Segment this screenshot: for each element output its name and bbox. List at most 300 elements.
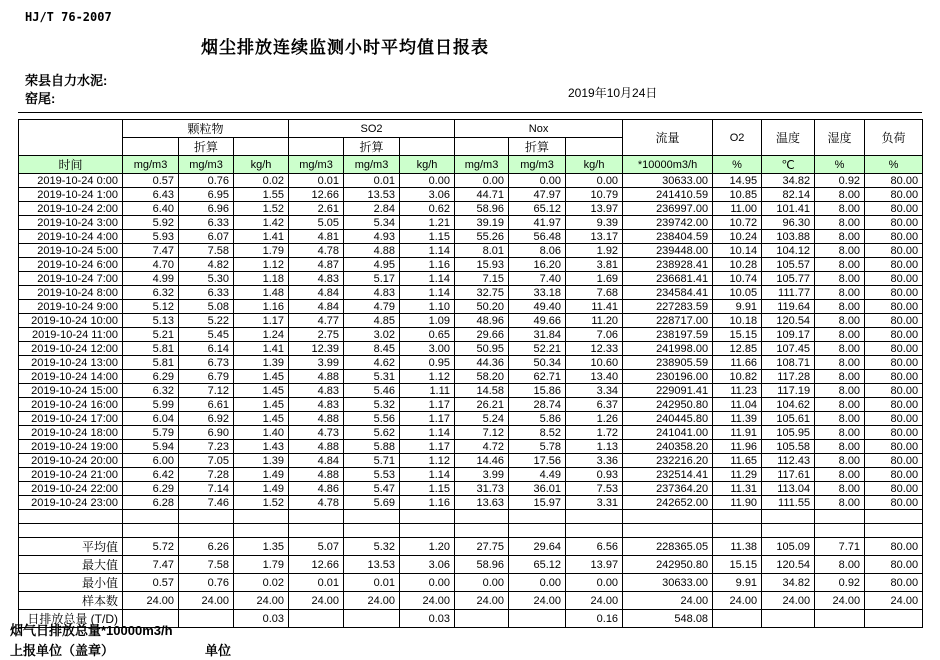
value-cell: 24.00 <box>289 592 344 610</box>
value-cell: 6.00 <box>123 454 179 468</box>
value-cell: 6.29 <box>123 482 179 496</box>
value-cell: 4.84 <box>289 300 344 314</box>
value-cell: 65.12 <box>509 556 566 574</box>
value-cell: 80.00 <box>865 412 923 426</box>
value-cell: 80.00 <box>865 342 923 356</box>
value-cell: 238905.59 <box>623 356 713 370</box>
value-cell: 1.13 <box>566 440 623 454</box>
value-cell <box>713 610 762 628</box>
value-cell: 49.66 <box>509 314 566 328</box>
value-cell: 1.16 <box>400 258 455 272</box>
hourly-report-table <box>18 119 923 628</box>
data-row <box>19 272 923 286</box>
value-cell: 5.81 <box>123 356 179 370</box>
value-cell: 240358.20 <box>623 440 713 454</box>
empty-header-cell <box>289 138 344 156</box>
value-cell: 0.00 <box>509 574 566 592</box>
value-cell: 44.36 <box>455 356 509 370</box>
time-cell: 2019-10-24 2:00 <box>19 202 123 216</box>
value-cell: 11.23 <box>713 384 762 398</box>
summary-label: 日排放总量 (T/D) <box>19 610 123 628</box>
time-cell: 2019-10-24 21:00 <box>19 468 123 482</box>
value-cell: 4.88 <box>289 370 344 384</box>
value-cell: 24.00 <box>400 592 455 610</box>
value-cell: 80.00 <box>865 272 923 286</box>
value-cell: 5.81 <box>123 342 179 356</box>
value-cell: 96.30 <box>762 216 815 230</box>
value-cell: 6.43 <box>123 188 179 202</box>
value-cell: 104.12 <box>762 244 815 258</box>
time-cell: 2019-10-24 3:00 <box>19 216 123 230</box>
time-cell: 2019-10-24 12:00 <box>19 342 123 356</box>
empty-cell <box>566 510 623 524</box>
value-cell: 7.58 <box>179 244 234 258</box>
value-cell: 44.71 <box>455 188 509 202</box>
so2-group-header: SO2 <box>289 120 455 138</box>
value-cell: 105.58 <box>762 440 815 454</box>
value-cell: 82.14 <box>762 188 815 202</box>
value-cell: 80.00 <box>865 454 923 468</box>
value-cell: 12.33 <box>566 342 623 356</box>
value-cell: 10.72 <box>713 216 762 230</box>
company-name: 荣县自力水泥: <box>25 73 108 88</box>
value-cell: 15.97 <box>509 496 566 510</box>
empty-cell <box>234 510 289 524</box>
value-cell: 228717.00 <box>623 314 713 328</box>
value-cell: 1.42 <box>234 216 289 230</box>
value-cell: 6.42 <box>123 468 179 482</box>
value-cell: 8.45 <box>344 342 400 356</box>
data-row <box>19 454 923 468</box>
value-cell: 8.00 <box>815 426 865 440</box>
value-cell: 58.20 <box>455 370 509 384</box>
value-cell: 80.00 <box>865 384 923 398</box>
value-cell: 14.58 <box>455 384 509 398</box>
value-cell: 117.19 <box>762 384 815 398</box>
value-cell: 7.68 <box>566 286 623 300</box>
empty-header-cell <box>400 138 455 156</box>
value-cell: 0.65 <box>400 328 455 342</box>
value-cell: 80.00 <box>865 216 923 230</box>
time-cell: 2019-10-24 10:00 <box>19 314 123 328</box>
value-cell: 5.34 <box>344 216 400 230</box>
value-cell: 32.75 <box>455 286 509 300</box>
time-cell: 2019-10-24 22:00 <box>19 482 123 496</box>
value-cell: 4.78 <box>289 496 344 510</box>
value-cell: 234584.41 <box>623 286 713 300</box>
value-cell: 1.14 <box>400 244 455 258</box>
time-cell: 2019-10-24 13:00 <box>19 356 123 370</box>
value-cell: 0.00 <box>566 174 623 188</box>
value-cell: 0.76 <box>179 574 234 592</box>
value-cell: 0.93 <box>566 468 623 482</box>
value-cell: 1.48 <box>234 286 289 300</box>
summary-row <box>19 592 923 610</box>
standard-number: HJ/T 76-2007 <box>25 10 112 24</box>
empty-header-cell <box>123 138 179 156</box>
value-cell: 4.86 <box>289 482 344 496</box>
data-row <box>19 342 923 356</box>
value-cell: 1.41 <box>234 342 289 356</box>
value-cell: 1.45 <box>234 412 289 426</box>
value-cell: 5.30 <box>179 272 234 286</box>
value-cell: 13.97 <box>566 202 623 216</box>
value-cell: 11.31 <box>713 482 762 496</box>
value-cell: 8.00 <box>815 440 865 454</box>
unit-cell: % <box>865 156 923 174</box>
value-cell: 1.16 <box>234 300 289 314</box>
value-cell: 80.00 <box>865 426 923 440</box>
value-cell: 4.99 <box>123 272 179 286</box>
value-cell: 8.00 <box>815 244 865 258</box>
value-cell: 56.48 <box>509 230 566 244</box>
value-cell: 1.10 <box>400 300 455 314</box>
value-cell: 4.87 <box>289 258 344 272</box>
empty-cell <box>123 510 179 524</box>
value-cell: 12.66 <box>289 556 344 574</box>
data-row <box>19 188 923 202</box>
value-cell: 4.93 <box>344 230 400 244</box>
data-row <box>19 314 923 328</box>
empty-header-cell <box>455 138 509 156</box>
value-cell: 80.00 <box>865 286 923 300</box>
value-cell: 8.00 <box>815 454 865 468</box>
value-cell: 119.64 <box>762 300 815 314</box>
value-cell: 1.79 <box>234 556 289 574</box>
value-cell: 0.01 <box>344 174 400 188</box>
value-cell: 8.00 <box>815 286 865 300</box>
value-cell: 11.29 <box>713 468 762 482</box>
value-cell: 50.95 <box>455 342 509 356</box>
value-cell: 5.08 <box>179 300 234 314</box>
value-cell: 6.33 <box>179 216 234 230</box>
value-cell: 5.21 <box>123 328 179 342</box>
value-cell: 0.92 <box>815 574 865 592</box>
empty-header-cell <box>234 138 289 156</box>
empty-cell <box>713 510 762 524</box>
value-cell: 7.14 <box>179 482 234 496</box>
value-cell: 52.21 <box>509 342 566 356</box>
value-cell: 242652.00 <box>623 496 713 510</box>
value-cell: 0.16 <box>566 610 623 628</box>
value-cell: 13.53 <box>344 556 400 574</box>
value-cell: 1.45 <box>234 370 289 384</box>
value-cell: 0.01 <box>289 574 344 592</box>
value-cell: 2.61 <box>289 202 344 216</box>
value-cell: 7.47 <box>123 244 179 258</box>
value-cell: 7.28 <box>179 468 234 482</box>
value-cell: 6.04 <box>123 412 179 426</box>
data-row <box>19 356 923 370</box>
value-cell: 5.53 <box>344 468 400 482</box>
value-cell: 0.00 <box>455 574 509 592</box>
value-cell: 1.92 <box>566 244 623 258</box>
empty-cell <box>865 510 923 524</box>
empty-cell <box>623 524 713 538</box>
value-cell: 30633.00 <box>623 574 713 592</box>
value-cell: 13.63 <box>455 496 509 510</box>
value-cell: 3.31 <box>566 496 623 510</box>
value-cell: 8.52 <box>509 426 566 440</box>
value-cell: 65.12 <box>509 202 566 216</box>
data-row <box>19 468 923 482</box>
value-cell: 6.29 <box>123 370 179 384</box>
value-cell: 7.12 <box>455 426 509 440</box>
value-cell: 4.83 <box>289 384 344 398</box>
value-cell: 105.77 <box>762 272 815 286</box>
value-cell: 11.96 <box>713 440 762 454</box>
value-cell: 1.69 <box>566 272 623 286</box>
value-cell: 5.79 <box>123 426 179 440</box>
value-cell: 239742.00 <box>623 216 713 230</box>
value-cell: 24.00 <box>234 592 289 610</box>
value-cell: 28.74 <box>509 398 566 412</box>
value-cell: 0.01 <box>344 574 400 592</box>
value-cell: 5.92 <box>123 216 179 230</box>
value-cell: 80.00 <box>865 356 923 370</box>
value-cell: 239448.00 <box>623 244 713 258</box>
temp-header: 温度 <box>762 120 815 156</box>
gas-daily-total-label: 烟气日排放总量*10000m3/h <box>10 623 173 638</box>
time-cell: 2019-10-24 8:00 <box>19 286 123 300</box>
value-cell: 242950.80 <box>623 398 713 412</box>
value-cell: 10.74 <box>713 272 762 286</box>
value-cell: 1.14 <box>400 426 455 440</box>
value-cell: 10.82 <box>713 370 762 384</box>
value-cell: 6.14 <box>179 342 234 356</box>
value-cell: 4.78 <box>289 244 344 258</box>
value-cell: 24.00 <box>455 592 509 610</box>
value-cell: 6.33 <box>179 286 234 300</box>
empty-cell <box>566 524 623 538</box>
empty-cell <box>234 524 289 538</box>
time-cell: 2019-10-24 1:00 <box>19 188 123 202</box>
value-cell: 8.06 <box>509 244 566 258</box>
so2-converted-header: 折算 <box>344 138 400 156</box>
value-cell: 5.72 <box>123 538 179 556</box>
value-cell: 80.00 <box>865 556 923 574</box>
value-cell: 3.02 <box>344 328 400 342</box>
time-cell: 2019-10-24 0:00 <box>19 174 123 188</box>
data-row <box>19 174 923 188</box>
value-cell: 112.43 <box>762 454 815 468</box>
empty-cell <box>509 510 566 524</box>
value-cell: 6.07 <box>179 230 234 244</box>
value-cell: 5.78 <box>509 440 566 454</box>
value-cell: 5.31 <box>344 370 400 384</box>
value-cell: 237364.20 <box>623 482 713 496</box>
data-row <box>19 286 923 300</box>
value-cell: 9.39 <box>566 216 623 230</box>
value-cell: 8.00 <box>815 300 865 314</box>
nox-group-header: Nox <box>455 120 623 138</box>
value-cell: 5.56 <box>344 412 400 426</box>
value-cell: 24.00 <box>344 592 400 610</box>
page-title: 烟尘排放连续监测小时平均值日报表 <box>201 38 489 57</box>
value-cell: 0.92 <box>815 174 865 188</box>
value-cell: 50.34 <box>509 356 566 370</box>
value-cell: 0.00 <box>400 174 455 188</box>
load-header: 负荷 <box>865 120 923 156</box>
value-cell: 1.39 <box>234 356 289 370</box>
value-cell: 39.19 <box>455 216 509 230</box>
summary-row <box>19 574 923 592</box>
value-cell: 1.79 <box>234 244 289 258</box>
value-cell: 58.96 <box>455 202 509 216</box>
value-cell: 8.00 <box>815 356 865 370</box>
empty-cell <box>179 524 234 538</box>
value-cell: 0.03 <box>234 610 289 628</box>
time-cell: 2019-10-24 9:00 <box>19 300 123 314</box>
value-cell: 4.73 <box>289 426 344 440</box>
value-cell: 17.56 <box>509 454 566 468</box>
unit-label: 单位 <box>205 643 232 658</box>
value-cell: 6.92 <box>179 412 234 426</box>
value-cell: 24.00 <box>623 592 713 610</box>
value-cell: 11.66 <box>713 356 762 370</box>
time-cell: 2019-10-24 17:00 <box>19 412 123 426</box>
value-cell: 3.00 <box>400 342 455 356</box>
value-cell: 4.70 <box>123 258 179 272</box>
value-cell: 41.97 <box>509 216 566 230</box>
empty-cell <box>455 510 509 524</box>
value-cell: 1.16 <box>400 496 455 510</box>
unit-cell: mg/m3 <box>344 156 400 174</box>
value-cell: 0.00 <box>566 574 623 592</box>
unit-cell: kg/h <box>234 156 289 174</box>
value-cell: 8.00 <box>815 202 865 216</box>
value-cell: 5.86 <box>509 412 566 426</box>
value-cell: 8.00 <box>815 230 865 244</box>
value-cell: 5.13 <box>123 314 179 328</box>
value-cell: 24.00 <box>865 592 923 610</box>
value-cell: 80.00 <box>865 300 923 314</box>
data-row <box>19 216 923 230</box>
value-cell: 0.62 <box>400 202 455 216</box>
value-cell: 12.85 <box>713 342 762 356</box>
value-cell: 8.00 <box>815 468 865 482</box>
value-cell: 8.00 <box>815 314 865 328</box>
value-cell: 4.83 <box>344 286 400 300</box>
unit-cell: mg/m3 <box>509 156 566 174</box>
value-cell: 31.84 <box>509 328 566 342</box>
empty-cell <box>344 510 400 524</box>
value-cell: 34.82 <box>762 574 815 592</box>
value-cell: 8.00 <box>815 496 865 510</box>
time-cell: 2019-10-24 16:00 <box>19 398 123 412</box>
value-cell: 0.57 <box>123 174 179 188</box>
value-cell: 4.85 <box>344 314 400 328</box>
value-cell: 4.88 <box>289 468 344 482</box>
value-cell: 5.99 <box>123 398 179 412</box>
value-cell: 13.17 <box>566 230 623 244</box>
empty-cell <box>19 524 123 538</box>
value-cell: 5.94 <box>123 440 179 454</box>
value-cell: 7.06 <box>566 328 623 342</box>
empty-cell <box>865 524 923 538</box>
value-cell: 3.06 <box>400 188 455 202</box>
value-cell: 5.32 <box>344 538 400 556</box>
data-row <box>19 384 923 398</box>
value-cell: 105.09 <box>762 538 815 556</box>
value-cell: 1.17 <box>400 412 455 426</box>
value-cell: 0.03 <box>400 610 455 628</box>
value-cell: 55.26 <box>455 230 509 244</box>
empty-cell <box>289 510 344 524</box>
reporting-org-label: 上报单位（盖章） <box>10 643 115 658</box>
time-cell: 2019-10-24 7:00 <box>19 272 123 286</box>
value-cell: 1.45 <box>234 384 289 398</box>
value-cell: 5.12 <box>123 300 179 314</box>
value-cell: 6.32 <box>123 286 179 300</box>
value-cell: 117.61 <box>762 468 815 482</box>
value-cell: 58.96 <box>455 556 509 574</box>
value-cell: 241041.00 <box>623 426 713 440</box>
spacer-row <box>19 524 923 538</box>
empty-cell <box>713 524 762 538</box>
value-cell: 5.32 <box>344 398 400 412</box>
value-cell: 1.43 <box>234 440 289 454</box>
value-cell: 9.91 <box>713 300 762 314</box>
value-cell: 30633.00 <box>623 174 713 188</box>
group-header-row <box>19 120 923 138</box>
value-cell: 5.88 <box>344 440 400 454</box>
value-cell <box>344 610 400 628</box>
time-cell: 2019-10-24 6:00 <box>19 258 123 272</box>
value-cell: 15.15 <box>713 328 762 342</box>
empty-cell <box>289 524 344 538</box>
value-cell: 111.55 <box>762 496 815 510</box>
value-cell: 238928.41 <box>623 258 713 272</box>
value-cell: 104.62 <box>762 398 815 412</box>
value-cell: 7.05 <box>179 454 234 468</box>
value-cell: 5.71 <box>344 454 400 468</box>
value-cell <box>289 610 344 628</box>
value-cell: 80.00 <box>865 230 923 244</box>
time-cell: 2019-10-24 4:00 <box>19 230 123 244</box>
value-cell: 7.40 <box>509 272 566 286</box>
value-cell: 0.76 <box>179 174 234 188</box>
data-row <box>19 328 923 342</box>
value-cell: 3.99 <box>455 468 509 482</box>
empty-cell <box>815 524 865 538</box>
value-cell: 1.09 <box>400 314 455 328</box>
report-date: 2019年10月24日 <box>568 86 658 100</box>
empty-cell <box>455 524 509 538</box>
value-cell: 5.46 <box>344 384 400 398</box>
value-cell: 1.17 <box>400 440 455 454</box>
pm-converted-header: 折算 <box>179 138 234 156</box>
value-cell: 1.21 <box>400 216 455 230</box>
value-cell: 1.17 <box>400 398 455 412</box>
value-cell: 4.83 <box>289 398 344 412</box>
value-cell: 11.41 <box>566 300 623 314</box>
value-cell: 1.40 <box>234 426 289 440</box>
value-cell: 7.53 <box>566 482 623 496</box>
value-cell: 6.56 <box>566 538 623 556</box>
unit-cell: ℃ <box>762 156 815 174</box>
value-cell: 80.00 <box>865 482 923 496</box>
value-cell: 230196.00 <box>623 370 713 384</box>
value-cell: 105.61 <box>762 412 815 426</box>
value-cell: 6.96 <box>179 202 234 216</box>
unit-cell: kg/h <box>400 156 455 174</box>
flow-header: 流量 <box>623 120 713 156</box>
value-cell: 5.93 <box>123 230 179 244</box>
value-cell: 4.95 <box>344 258 400 272</box>
value-cell: 0.00 <box>509 174 566 188</box>
value-cell: 241410.59 <box>623 188 713 202</box>
